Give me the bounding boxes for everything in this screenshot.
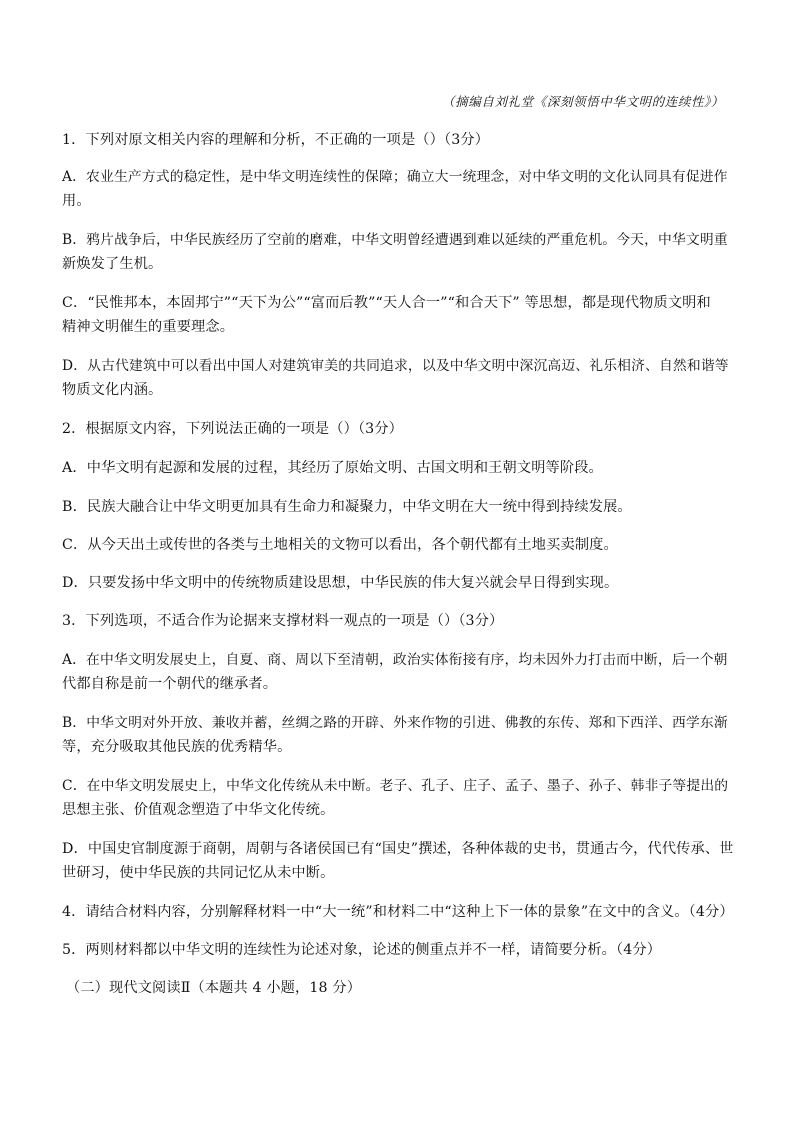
q1-option-d-line-1: D．从古代建筑中可以看出中国人对建筑审美的共同追求，以及中华文明中深沉高迈、礼乐相济、自然和谐等 <box>62 358 729 374</box>
q3-option-d-line-1: D．中国史官制度源于商朝，周朝与各诸侯国已有“国史”撰述，各种体裁的史书，贯通古今，代代传承、世 <box>62 841 734 857</box>
section-heading: （二）现代文阅读Ⅱ（本题共 4 小题，18 分） <box>66 980 362 996</box>
q1-option-a-line-2: 用。 <box>62 193 91 209</box>
q2-option-b: B．民族大融合让中华文明更加具有生命力和凝聚力，中华文明在大一统中得到持续发展。 <box>62 499 632 515</box>
q2-option-a: A．中华文明有起源和发展的过程，其经历了原始文明、古国文明和王朝文明等阶段。 <box>62 460 603 476</box>
q3-option-b-line-1: B．中华文明对外开放、兼收并蓄，丝绸之路的开辟、外来作物的引进、佛教的东传、郑和下西洋、西学东渐 <box>62 715 728 731</box>
q1-option-b-line-2: 新焕发了生机。 <box>62 256 163 272</box>
q3-option-d-line-2: 世研习，使中华民族的共同记忆从未中断。 <box>62 865 335 881</box>
source-citation: （摘编自刘礼堂《深刻领悟中华文明的连续性》） <box>442 94 724 109</box>
q2-option-c: C．从今天出土或传世的各类与土地相关的文物可以看出，各个朝代都有土地买卖制度。 <box>62 537 618 553</box>
question-4-stem: 4．请结合材料内容，分别解释材料一中“大一统”和材料二中“这种上下一体的景象”在文中的含义。（4分） <box>62 904 734 920</box>
q1-option-c-line-1: C．“民惟邦本，本固邦宁”“天下为公”“富而后教”“天人合一”“和合天下” 等思想，都是现代物质文明和 <box>62 295 711 311</box>
q3-option-b-line-2: 等，充分吸取其他民族的优秀精华。 <box>62 739 292 755</box>
q1-option-b-line-1: B．鸦片战争后，中华民族经历了空前的磨难，中华文明曾经遭遇到难以延续的严重危机。今天，中华文明重 <box>62 232 728 248</box>
q3-option-a-line-1: A．在中华文明发展史上，自夏、商、周以下至清朝，政治实体衔接有序，均未因外力打击而中断，后一个朝 <box>62 652 728 668</box>
q3-option-c-line-2: 思想主张、价值观念塑造了中华文化传统。 <box>62 802 335 818</box>
question-2-stem: 2．根据原文内容，下列说法正确的一项是（）（3分） <box>62 421 404 437</box>
q2-option-d: D．只要发扬中华文明中的传统物质建设思想，中华民族的伟大复兴就会早日得到实现。 <box>62 575 619 591</box>
question-5-stem: 5．两则材料都以中华文明的连续性为论述对象，论述的侧重点并不一样，请简要分析。（4分） <box>62 942 662 958</box>
question-3-stem: 3．下列选项，不适合作为论据来支撑材料一观点的一项是（）（3分） <box>62 613 504 629</box>
q1-option-d-line-2: 物质文化内涵。 <box>62 382 163 398</box>
q1-option-a-line-1: A．农业生产方式的稳定性，是中华文明连续性的保障；确立大一统理念，对中华文明的文化认同具有促进作 <box>62 169 728 185</box>
q3-option-a-line-2: 代都自称是前一个朝代的继承者。 <box>62 676 278 692</box>
q1-option-c-line-2: 精神文明催生的重要理念。 <box>62 319 235 335</box>
q3-option-c-line-1: C．在中华文明发展史上，中华文化传统从未中断。老子、孔子、庄子、孟子、墨子、孙子、韩非子等提出的 <box>62 778 729 794</box>
question-1-stem: 1．下列对原文相关内容的理解和分析，不正确的一项是（）（3分） <box>62 132 490 148</box>
